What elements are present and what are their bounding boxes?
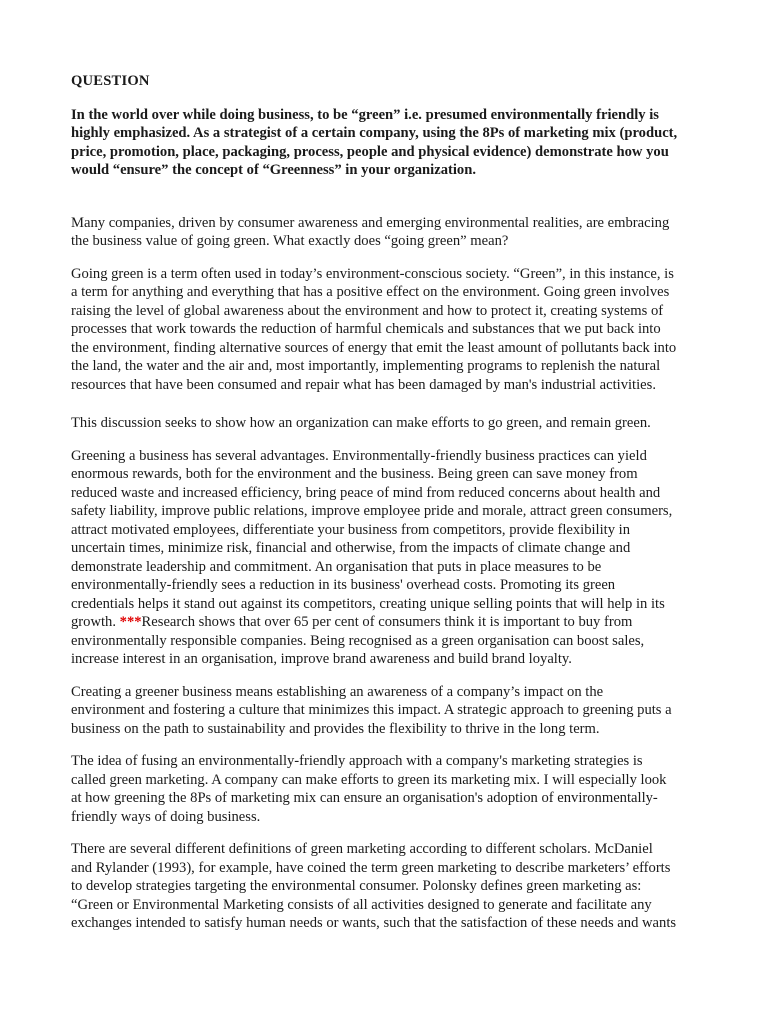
- advantages-tail-lines: [71, 632, 696, 669]
- text-line: resources that have been consumed and repair what has been damaged by man's industrial activities.: [71, 376, 656, 393]
- text-line: the environment, finding alternative sources of energy that emit the least amount of pollutants back into: [71, 339, 677, 356]
- growth-prefix: growth.: [71, 614, 120, 630]
- text-line: Many companies, driven by consumer awareness and emerging environmental realities, are embracing: [71, 214, 670, 231]
- text-line: business on the path to sustainability and provides the flexibility to thrive in the long term.: [71, 720, 600, 737]
- question-paragraph: [71, 106, 696, 180]
- paragraph-green-marketing: [71, 752, 696, 826]
- text-line: highly emphasized. As a strategist of a certain company, using the 8Ps of marketing mix (product,: [71, 125, 678, 141]
- paragraph-going-green: [71, 265, 696, 395]
- text-line: “Green or Environmental Marketing consists of all activities designed to generate and facilitate any: [71, 896, 652, 913]
- paragraph-greener-business: [71, 683, 696, 739]
- advantages-lines: [71, 447, 696, 614]
- text-line: credentials helps it stand out against its competitors, creating unique selling points that will help in its: [71, 595, 665, 612]
- paragraph-advantages: [71, 447, 696, 669]
- text-line: There are several different definitions of green marketing according to different scholars. McDaniel: [71, 841, 653, 857]
- text-line: price, promotion, place, packaging, process, people and physical evidence) demonstrate how you: [71, 143, 669, 160]
- text-line: processes that work towards the reduction of harmful chemicals and substances that we put back into: [71, 321, 661, 337]
- text-line: a term for anything and everything that has a positive effect on the environment. Going green involves: [71, 284, 670, 300]
- text-line: environmentally responsible companies. Being recognised as a green organisation can boost sales,: [71, 632, 645, 649]
- text-line: Going green is a term often used in today’s environment-conscious society. “Green”, in this instance, is: [71, 265, 674, 282]
- text-line: and Rylander (1993), for example, have coined the term green marketing to describe marketers’ efforts: [71, 859, 671, 876]
- text-line: In the world over while doing business, to be “green” i.e. presumed environmentally friendly is: [71, 106, 659, 123]
- paragraph-intro: [71, 214, 696, 251]
- text-line: would “ensure” the concept of “Greenness” in your organization.: [71, 162, 476, 178]
- advantages-growth-line: [71, 613, 696, 632]
- text-line: the business value of going green. What exactly does “going green” mean?: [71, 233, 509, 249]
- text-line: exchanges intended to satisfy human needs or wants, such that the satisfaction of these needs and wants: [71, 915, 677, 931]
- text-line: reduced waste and increased efficiency, bring peace of mind from reduced concerns about health and: [71, 484, 661, 501]
- text-line: Greening a business has several advantages. Environmentally-friendly business practices can yield: [71, 447, 647, 464]
- text-line: at how greening the 8Ps of marketing mix can ensure an organisation's adoption of environmentally-: [71, 790, 658, 806]
- text-line: uncertain times, minimize risk, financial and otherwise, from the impacts of climate change and: [71, 540, 631, 556]
- text-line: The idea of fusing an environmentally-friendly approach with a company's marketing strategies is: [71, 753, 643, 769]
- text-line: called green marketing. A company can make efforts to green its marketing mix. I will especially look: [71, 771, 667, 788]
- text-line: attract motivated employees, differentiate your business from competitors, provide flexibility in: [71, 521, 631, 538]
- text-line: to develop strategies targeting the environmental consumer. Polonsky defines green marketing as:: [71, 878, 642, 894]
- paragraph-definitions: [71, 840, 696, 933]
- document-heading: QUESTION: [71, 73, 150, 89]
- text-line: friendly ways of doing business.: [71, 808, 261, 825]
- text-line: This discussion seeks to show how an organization can make efforts to go green, and remain green.: [71, 415, 651, 431]
- text-line: safety liability, improve public relations, improve employee pride and morale, attract green consumers,: [71, 503, 673, 519]
- text-line: raising the level of global awareness about the environment and how to protect it, creating systems of: [71, 302, 664, 319]
- text-line: Creating a greener business means establishing an awareness of a company’s impact on the: [71, 683, 604, 700]
- text-line: enormous rewards, both for the environment and the business. Being green can save money from: [71, 466, 638, 482]
- paragraph-discussion: [71, 414, 696, 433]
- text-line: demonstrate leadership and commitment. An organisation that puts in place measures to be: [71, 558, 602, 575]
- text-line: the land, the water and the air and, most importantly, implementing programs to replenish the natural: [71, 358, 661, 374]
- text-line: increase interest in an organisation, improve brand awareness and build brand loyalty.: [71, 651, 572, 667]
- text-line: environment and fostering a culture that minimizes this impact. A strategic approach to greening puts a: [71, 702, 672, 718]
- asterisk-marker: ***: [119, 614, 142, 630]
- growth-rest: Research shows that over 65 per cent of consumers think it is important to buy from: [141, 614, 633, 630]
- text-line: environmentally-friendly sees a reduction in its business' overhead costs. Promoting its green: [71, 577, 616, 593]
